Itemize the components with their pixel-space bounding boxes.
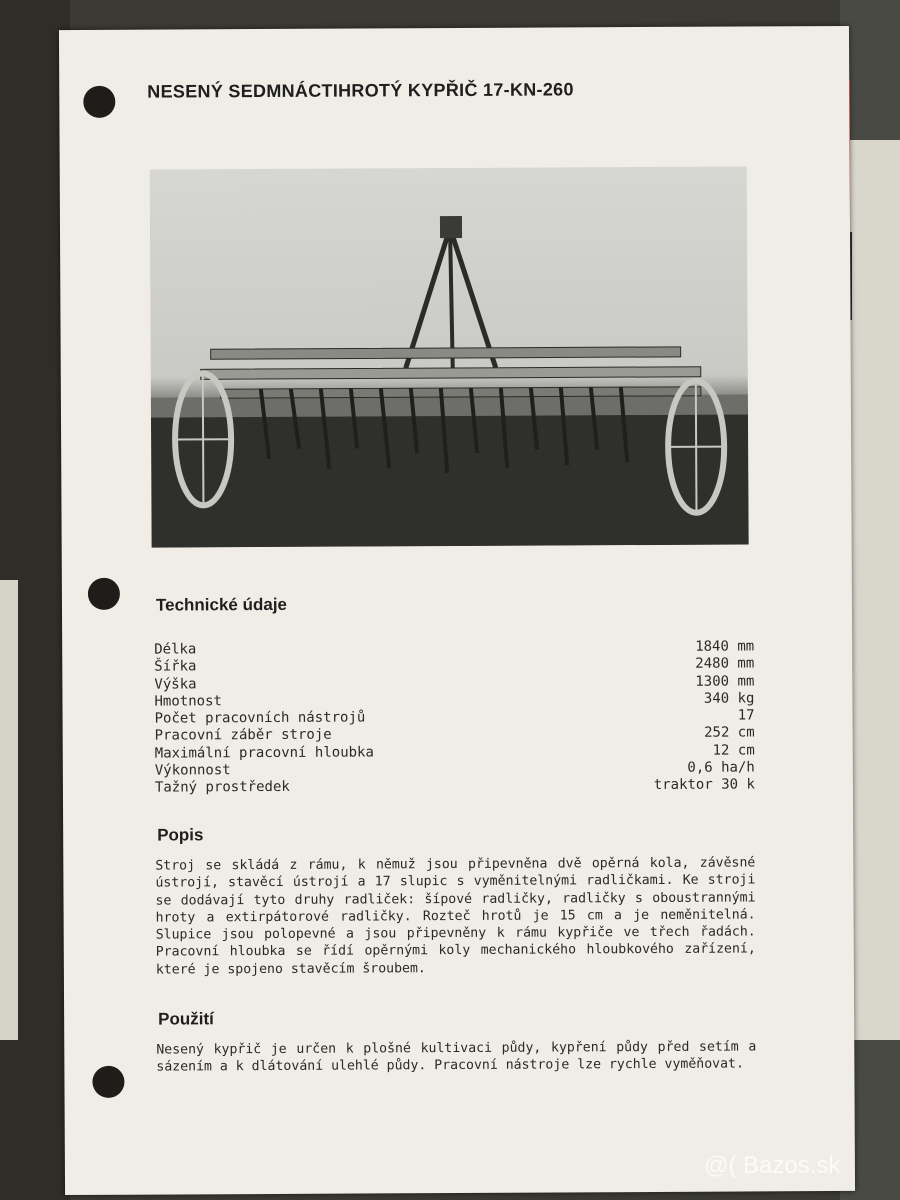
punch-hole-bottom <box>92 1066 124 1098</box>
spec-value: 2480 mm <box>695 655 755 673</box>
underlying-page-right <box>848 140 900 1040</box>
spec-label: Pracovní záběr stroje <box>154 727 332 745</box>
spec-value: 17 <box>737 707 755 724</box>
spec-value: 12 cm <box>712 742 755 759</box>
spec-card <box>59 26 855 1195</box>
technical-heading: Technické údaje <box>155 594 288 615</box>
spec-table <box>154 638 755 797</box>
popis-text: Stroj se skládá z rámu, k němuž jsou připevněna dvě opěrná kola, závěsné ústrojí, stavěcí ústrojí a 17 slupic s vyměnitelnými radličkami. Ke stroji se dodávají tyto druhy radliček: šípové radličky, radličky s oboustrannými hroty a extirpátorové radličky. Rozteč hrotů je 15 cm a je neměnitelná. Slupice jsou polopevné a jsou připevněny k rámu kypřiče ve třech řadách. Pracovní hloubka se řídí opěrnými koly mechanického hloubkového zařízení, které je spojeno stavěcím šroubem. <box>155 855 756 978</box>
punch-hole-middle <box>88 578 120 610</box>
spec-value: 0,6 ha/h <box>687 759 755 776</box>
spec-label: Maximální pracovní hloubka <box>154 744 374 762</box>
spec-value: 1300 mm <box>695 673 755 690</box>
spec-label: Délka <box>154 641 197 658</box>
underlying-page-left <box>0 580 18 1040</box>
spec-label: Šířka <box>154 658 197 675</box>
page-title: NESENÝ SEDMNÁCTIHROTÝ KYPŘIČ 17-KN-260 <box>147 79 574 102</box>
spec-label: Počet pracovních nástrojů <box>154 709 366 727</box>
pouziti-text: Nesený kypřič je určen k plošné kultivaci půdy, kypření půdy před setím a sázením a k dlátování ulehlé půdy. Pracovní nástroje lze rychle vyměňovat. <box>156 1039 757 1075</box>
spec-value: 340 kg <box>703 690 755 707</box>
spec-label: Hmotnost <box>154 693 222 710</box>
spec-label: Výška <box>154 675 197 693</box>
machine-photo <box>150 166 749 547</box>
spec-value: 252 cm <box>704 724 755 742</box>
spec-label: Tažný prostředek <box>154 779 290 796</box>
spec-value: traktor 30 k <box>653 776 755 794</box>
punch-hole-top <box>83 86 115 118</box>
cultivator-illustration <box>150 166 749 547</box>
spec-value: 1840 mm <box>695 638 755 655</box>
spec-label: Výkonnost <box>154 762 231 779</box>
pouziti-heading: Použití <box>158 1009 214 1029</box>
watermark: @( Bazos.sk <box>704 1152 841 1179</box>
spec-row <box>155 777 755 797</box>
popis-heading: Popis <box>157 825 204 845</box>
